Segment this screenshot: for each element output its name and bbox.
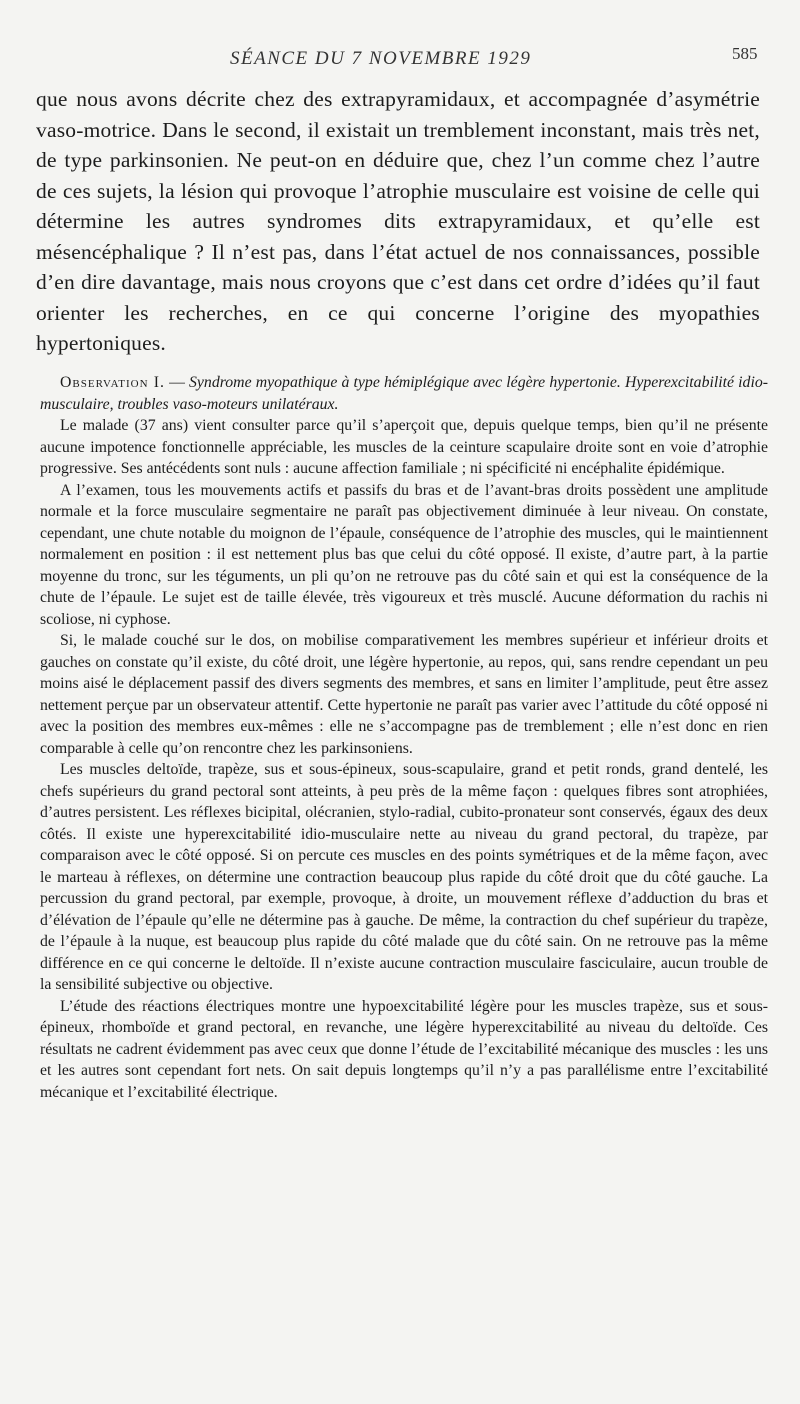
- page-header: [0, 44, 800, 76]
- running-head: SÉANCE DU 7 NOVEMBRE 1929: [230, 48, 532, 69]
- page-number: 585: [732, 44, 758, 63]
- observation-paragraph: Le malade (37 ans) vient consulter parce qu’il s’aperçoit que, depuis quelque temps, bien qu’il ne présente aucune impotence fonctionnelle appréciable, les muscles de la ceinture scapulaire droite sont en voie d’atrophie progressive. Ses antécédents sont nuls : aucune affection familiale ; ni spécificité ni encéphalite épidémique.: [40, 417, 768, 477]
- observation-dash: —: [164, 374, 190, 391]
- observation-section: [40, 372, 768, 1103]
- observation-paragraph: Si, le malade couché sur le dos, on mobilise comparativement les membres supérieur et inférieur droits et gauches on constate qu’il existe, du côté droit, une légère hypertonie, au repos, qui, sans rendre cependant un peu moins aisé le déplacement passif des divers segments des membres, et sans en limiter l’amplitude, peut être assez nettement perçue par un observateur attentif. Cette hypertonie ne paraît pas varier avec l’attitude du côté opposé ni avec la position des membres eux-mêmes : elle ne s’accompagne pas de tremblement ; elle n’est donc en rien comparable à celle qu’on rencontre chez les parkinsoniens.: [40, 632, 768, 757]
- intro-paragraph: que nous avons décrite chez des extrapyramidaux, et accompagnée d’asymétrie vaso-motrice. Dans le second, il existait un tremblement inconstant, mais très net, de type parkinsonien. Ne peut-on en déduire que, chez l’un comme chez l’autre de ces sujets, la lésion qui provoque l’atrophie musculaire est voisine de celle qui détermine les autres syndromes dits extrapyramidaux, et qu’elle est mésencéphalique ? Il n’est pas, dans l’état actuel de nos connaissances, possible d’en dire davantage, mais nous croyons que c’est dans cet ordre d’idées qu’il faut orienter les recherches, en ce qui concerne l’origine des myopathies hypertoniques.: [36, 87, 760, 355]
- observation-label: Observation I.: [60, 374, 165, 391]
- observation-paragraph: A l’examen, tous les mouvements actifs et passifs du bras et de l’avant-bras droits possèdent une amplitude normale et la force musculaire segmentaire ne paraît pas objectivement diminuée à leur niveau. On constate, cependant, une chute notable du moignon de l’épaule, conséquence de l’atrophie des muscles, qui le maintiennent normalement en position : il est nettement plus bas que celui du côté opposé. Il existe, d’autre part, à la partie moyenne du tronc, sur les téguments, un pli qu’on ne retrouve pas du côté sain et qui est la conséquence de la chute de l’épaule. Le sujet est de taille élevée, très vigoureux et très musclé. Aucune déformation du rachis ni scoliose, ni cyphose.: [40, 481, 768, 628]
- observation-heading: [40, 372, 768, 415]
- observation-paragraph: Les muscles deltoïde, trapèze, sus et sous-épineux, sous-scapulaire, grand et petit ronds, grand dentelé, les chefs supérieurs du grand pectoral sont atteints, à peu près de la même façon : quelques fibres sont atrophiées, d’autres persistent. Les réflexes bicipital, olécranien, stylo-radial, cubito-pronateur sont conservés, égaux des deux côtés. Il existe une hyperexcitabilité idio-musculaire nette au niveau du grand pectoral, du trapèze, par comparaison avec le côté opposé. Si on percute ces muscles en des points symétriques et de la même façon, avec le marteau à réflexes, on détermine une contraction beaucoup plus rapide du côté droit que du côté gauche. La percussion du grand pectoral, par exemple, provoque, à droite, un mouvement réflexe d’adduction du bras et d’élévation de l’épaule qu’elle ne détermine pas à gauche. De même, la contraction du chef supérieur du trapèze, de l’épaule à la nuque, est beaucoup plus rapide du côté malade que du côté sain. On ne retrouve pas la même différence en ce qui concerne le deltoïde. Il n’existe aucune contraction musculaire fasciculaire, aucun trouble de la sensibilité subjective ou objective.: [40, 761, 768, 993]
- observation-subtitle: Syndrome myopathique à type hémiplégique avec légère hypertonie. Hyperexcitabilité idio-musculaire, troubles vaso-moteurs unilatéraux.: [40, 374, 769, 413]
- observation-paragraph: L’étude des réactions électriques montre une hypoexcitabilité légère pour les muscles trapèze, sus et sous-épineux, rhomboïde et grand pectoral, en revanche, une légère hyperexcitabilité au niveau du deltoïde. Ces résultats ne cadrent évidemment pas avec ceux que donne l’étude de l’excitabilité mécanique des muscles : les uns et les autres sont cependant fort nets. On sait depuis longtemps qu’il n’y a pas parallélisme entre l’excitabilité mécanique et l’excitabilité électrique.: [40, 997, 768, 1101]
